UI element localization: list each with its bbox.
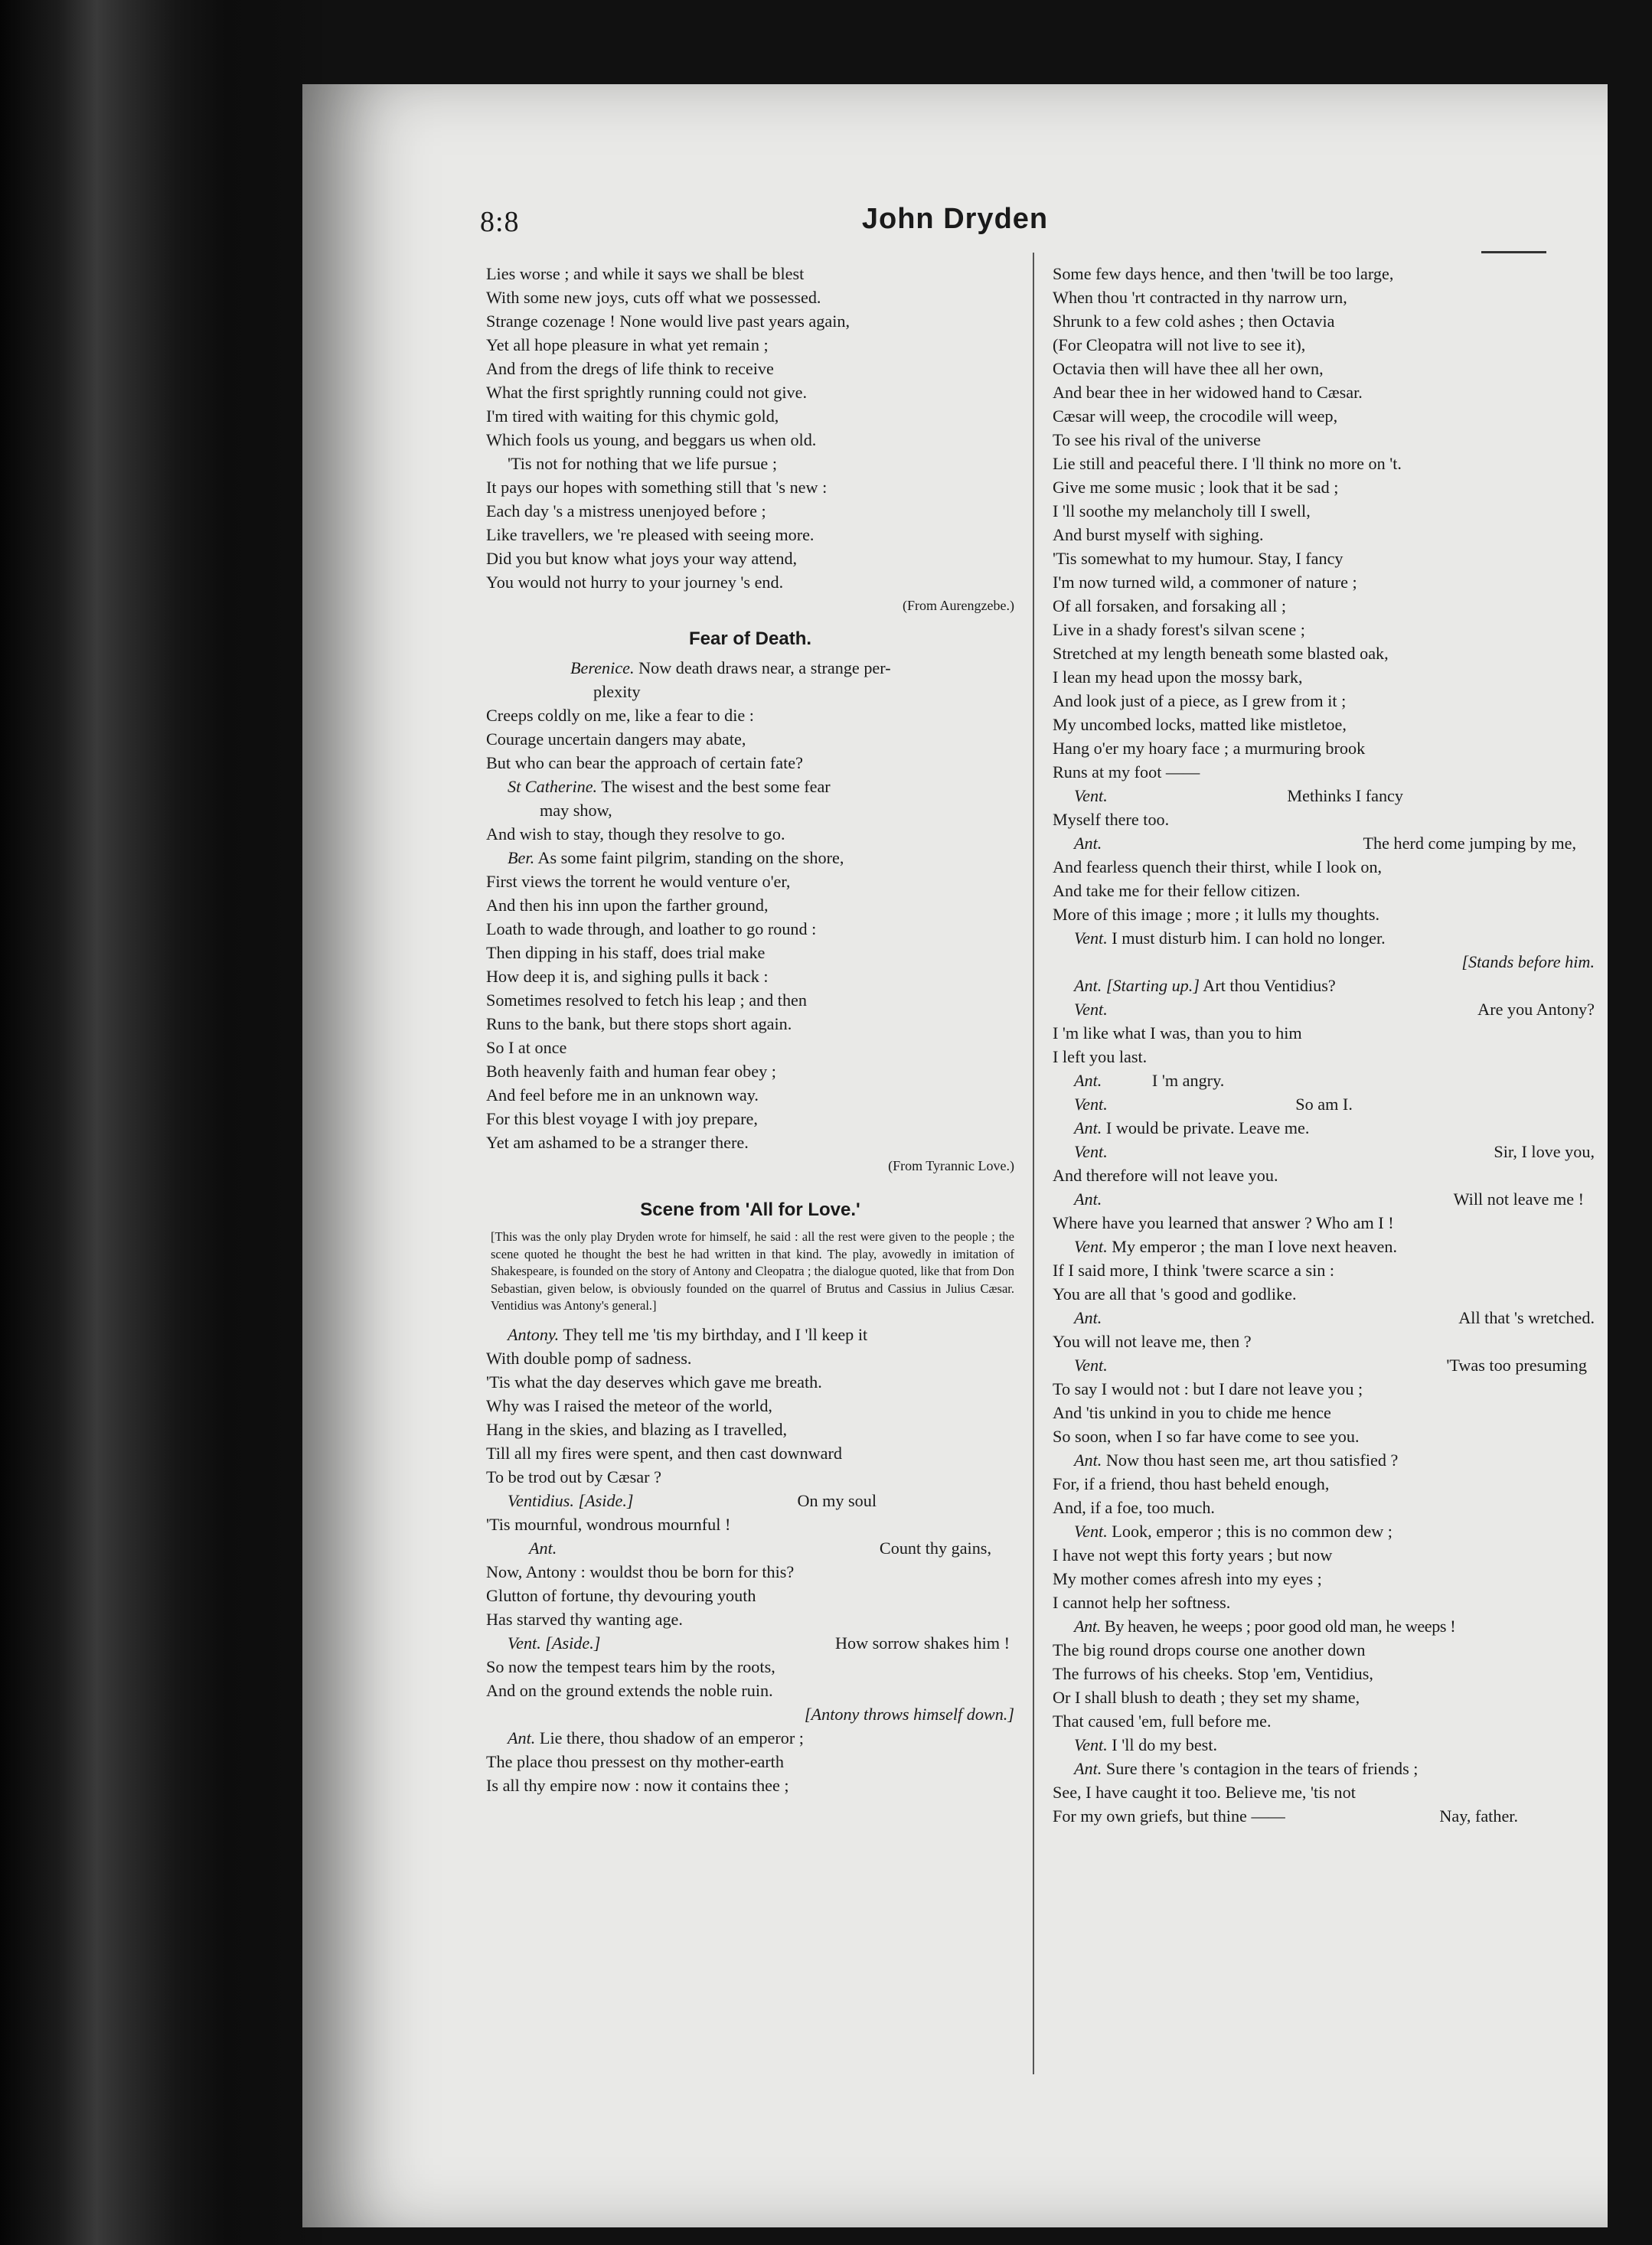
speaker-name: Ant. xyxy=(529,1538,557,1558)
verse-text: Will not leave me ! xyxy=(1453,1189,1584,1209)
verse-line: It pays our hopes with something still that 's new : xyxy=(486,478,828,497)
verse-line: 'Tis what the day deserves which gave me breath. xyxy=(486,1372,822,1392)
speaker-name: Ventidius. xyxy=(508,1490,574,1510)
verse-text: All that 's wretched. xyxy=(1458,1308,1595,1327)
verse-line: And burst myself with sighing. xyxy=(1053,525,1264,544)
verse-line: Runs to the bank, but there stops short again. xyxy=(486,1014,792,1033)
verse-line: What the first sprightly running could not give. xyxy=(486,383,808,402)
section-heading: Fear of Death. xyxy=(688,628,812,649)
verse-line: Some few days hence, and then 'twill be too large, xyxy=(1053,264,1394,283)
verse-line: Why was I raised the meteor of the world, xyxy=(486,1395,772,1415)
verse-line: And take me for their fellow citizen. xyxy=(1053,881,1301,900)
verse-line: I'm tired with waiting for this chymic gold, xyxy=(486,406,779,426)
verse-line: More of this image ; more ; it lulls my thoughts. xyxy=(1053,905,1380,924)
speaker-name: Vent. xyxy=(508,1633,541,1653)
verse-line: But who can bear the approach of certain fate? xyxy=(486,753,803,772)
speaker-name: St Catherine. xyxy=(508,777,598,796)
verse-line: You would not hurry to your journey 's end. xyxy=(486,573,784,592)
verse-line: I 'll soothe my melancholy till I swell, xyxy=(1053,501,1311,520)
verse-line: Runs at my foot —— xyxy=(1053,762,1200,782)
verse-line: 'Tis somewhat to my humour. Stay, I fancy xyxy=(1053,549,1343,568)
verse-line: The place thou pressest on thy mother-earth xyxy=(486,1751,784,1771)
source-citation: (From Aurengzebe.) xyxy=(903,598,1014,613)
verse-line: I have not wept this forty years ; but now xyxy=(1053,1545,1333,1565)
verse-text: On my soul xyxy=(797,1490,877,1510)
verse-line: And look just of a piece, as I grew from it ; xyxy=(1053,691,1347,710)
editorial-note: [This was the only play Dryden wrote for himself, he said : all the rest were given to the people ; the scene quoted he thought the best he had written in that kind. The play, avowedly in imitation of Shakespeare, is founded on the story of Antony and Cleopatra ; the dialogue quoted, like that from Don Sebastian, given below, is obviously founded on the quarrel of Brutus and Cassius in Julius Cæsar. Ventidius was Antony's general.] xyxy=(491,1229,1014,1313)
verse-line: Cæsar will weep, the crocodile will weep, xyxy=(1053,406,1338,426)
verse-line: To say I would not : but I dare not leave you ; xyxy=(1053,1379,1363,1398)
verse-line: That caused 'em, full before me. xyxy=(1053,1711,1272,1731)
speaker-name: Vent. xyxy=(1074,1735,1108,1754)
verse-line: Give me some music ; look that it be sad ; xyxy=(1053,478,1339,497)
verse-text: So am I. xyxy=(1295,1095,1353,1114)
verse-line: Courage uncertain dangers may abate, xyxy=(486,729,746,749)
verse-line: For this blest voyage I with joy prepare, xyxy=(486,1109,758,1128)
stage-direction: [Stands before him. xyxy=(1461,952,1595,971)
verse-line: Yet all hope pleasure in what yet remain ; xyxy=(486,335,769,354)
verse-line: I 'm like what I was, than you to him xyxy=(1053,1023,1302,1043)
verse-line: may show, xyxy=(540,801,612,820)
speaker-name: Antony. xyxy=(508,1324,560,1344)
verse-line: And, if a foe, too much. xyxy=(1053,1498,1215,1517)
verse-text: Sure there 's contagion in the tears of friends ; xyxy=(1105,1759,1419,1778)
verse-line: First views the torrent he would venture o'er, xyxy=(486,872,791,891)
speaker-name: Ant. xyxy=(1074,1617,1101,1636)
verse-line: So soon, when I so far have come to see you. xyxy=(1053,1427,1360,1446)
verse-line: And from the dregs of life think to receive xyxy=(486,359,774,378)
verse-text: Now death draws near, a strange per- xyxy=(638,658,891,677)
verse-text: Methinks I fancy xyxy=(1287,786,1403,805)
verse-line: Each day 's a mistress unenjoyed before ; xyxy=(486,501,766,520)
all-for-love-scene xyxy=(486,1323,1014,1797)
speaker-name: Vent. xyxy=(1074,928,1108,948)
verse-line: With double pomp of sadness. xyxy=(486,1348,692,1368)
verse-line: Did you but know what joys your way attend, xyxy=(486,549,798,568)
verse-text: I would be private. Leave me. xyxy=(1105,1118,1310,1137)
verse-line: Live in a shady forest's silvan scene ; xyxy=(1053,620,1305,639)
speaker-name: Ant. xyxy=(508,1728,536,1747)
verse-line: So I at once xyxy=(486,1038,567,1057)
verse-line: I left you last. xyxy=(1053,1047,1148,1066)
verse-text: How sorrow shakes him ! xyxy=(834,1633,1010,1653)
speaker-name: Berenice. xyxy=(570,658,635,677)
book-page xyxy=(302,84,1608,2227)
verse-line: To see his rival of the universe xyxy=(1053,430,1262,449)
left-column xyxy=(486,262,1014,1797)
verse-line: Has starved thy wanting age. xyxy=(486,1609,683,1629)
verse-line: Sometimes resolved to fetch his leap ; and then xyxy=(486,990,807,1010)
verse-text: As some faint pilgrim, standing on the shore, xyxy=(537,848,844,867)
verse-line: Like travellers, we 're pleased with seeing more. xyxy=(486,525,815,544)
verse-text: 'Twas too presuming xyxy=(1446,1356,1587,1375)
verse-line: Now, Antony : wouldst thou be born for this? xyxy=(486,1561,795,1581)
speaker-name: Ant. xyxy=(1074,1759,1102,1778)
verse-line: With some new joys, cuts off what we possessed. xyxy=(486,288,821,307)
verse-line: Creeps coldly on me, like a fear to die : xyxy=(486,706,754,725)
verse-line: Yet am ashamed to be a stranger there. xyxy=(486,1133,749,1152)
stage-direction: [Antony throws himself down.] xyxy=(804,1704,1014,1724)
verse-text: They tell me 'tis my birthday, and I 'll keep it xyxy=(563,1324,868,1344)
verse-line: Hang in the skies, and blazing as I travelled, xyxy=(486,1419,788,1439)
verse-text: Look, emperor ; this is no common dew ; xyxy=(1112,1522,1392,1541)
page-number: 8:8 xyxy=(480,206,520,238)
verse-line: Then dipping in his staff, does trial make xyxy=(486,943,766,962)
verse-text: The herd come jumping by me, xyxy=(1363,834,1576,853)
verse-line: How deep it is, and sighing pulls it back : xyxy=(486,967,769,986)
speaker-name: Vent. xyxy=(1074,1142,1108,1161)
speaker-name: Vent. xyxy=(1074,786,1108,805)
verse-line: Both heavenly faith and human fear obey ; xyxy=(486,1062,776,1081)
verse-line: Glutton of fortune, thy devouring youth xyxy=(486,1585,756,1605)
speaker-name: Vent. xyxy=(1074,1522,1108,1541)
verse-line: And fearless quench their thirst, while I look on, xyxy=(1053,857,1383,876)
verse-line: Till all my fires were spent, and then cast downward xyxy=(486,1443,843,1463)
verse-text: I must disturb him. I can hold no longer. xyxy=(1112,928,1386,948)
verse-line: I cannot help her softness. xyxy=(1053,1593,1231,1612)
verse-line: plexity xyxy=(593,682,641,701)
verse-line: You are all that 's good and godlike. xyxy=(1053,1284,1297,1304)
verse-line: And feel before me in an unknown way. xyxy=(486,1085,759,1105)
speaker-name: Ant. xyxy=(1074,1308,1102,1327)
stage-direction: [Starting up.] xyxy=(1105,976,1200,995)
speaker-name: Ber. xyxy=(508,848,535,867)
verse-line: Stretched at my length beneath some blasted oak, xyxy=(1053,644,1389,663)
verse-line: Which fools us young, and beggars us when old. xyxy=(486,430,817,449)
verse-line: Is all thy empire now : now it contains thee ; xyxy=(486,1775,789,1795)
speaker-name: Ant. xyxy=(1074,1071,1102,1090)
verse-line: My uncombed locks, matted like mistletoe, xyxy=(1053,715,1347,734)
verse-line: To be trod out by Cæsar ? xyxy=(486,1467,661,1486)
verse-line: 'Tis not for nothing that we life pursue ; xyxy=(508,454,777,473)
scan-edge xyxy=(0,0,322,2245)
verse-line: Hang o'er my hoary face ; a murmuring brook xyxy=(1053,739,1366,758)
verse-line: The furrows of his cheeks. Stop 'em, Ventidius, xyxy=(1053,1664,1373,1683)
verse-line: And then his inn upon the farther ground, xyxy=(486,896,769,915)
source-citation: (From Tyrannic Love.) xyxy=(888,1158,1014,1173)
verse-line: Loath to wade through, and loather to go round : xyxy=(486,919,817,938)
verse-text: Art thou Ventidius? xyxy=(1203,976,1336,995)
speaker-name: Vent. xyxy=(1074,1356,1108,1375)
verse-line: My mother comes afresh into my eyes ; xyxy=(1053,1569,1322,1588)
verse-text: Nay, father. xyxy=(1439,1806,1518,1826)
verse-line: See, I have caught it too. Believe me, 'tis not xyxy=(1053,1783,1356,1802)
verse-line: You will not leave me, then ? xyxy=(1053,1332,1252,1351)
verse-text: By heaven, he weeps ; poor good old man, he weeps ! xyxy=(1104,1617,1456,1636)
verse-line: So now the tempest tears him by the roots, xyxy=(486,1656,775,1676)
verse-line: Or I shall blush to death ; they set my shame, xyxy=(1053,1688,1360,1707)
verse-line: Shrunk to a few cold ashes ; then Octavia xyxy=(1053,312,1335,331)
verse-line: Of all forsaken, and forsaking all ; xyxy=(1053,596,1286,615)
verse-line: Lies worse ; and while it says we shall be blest xyxy=(486,264,805,283)
verse-line: Where have you learned that answer ? Who am I ! xyxy=(1053,1213,1394,1232)
speaker-name: Vent. xyxy=(1074,1095,1108,1114)
verse-text: Count thy gains, xyxy=(879,1538,991,1558)
verse-line: The big round drops course one another down xyxy=(1053,1640,1366,1659)
verse-line: If I said more, I think 'twere scarce a sin : xyxy=(1053,1261,1335,1280)
verse-line: When thou 'rt contracted in thy narrow urn, xyxy=(1053,288,1347,307)
speaker-name: Ant. xyxy=(1074,834,1102,853)
verse-line: And bear thee in her widowed hand to Cæsar. xyxy=(1053,383,1363,402)
speaker-name: Ant. xyxy=(1074,1118,1102,1137)
verse-line: 'Tis mournful, wondrous mournful ! xyxy=(486,1514,731,1534)
verse-text: I 'll do my best. xyxy=(1112,1735,1218,1754)
verse-text: For my own griefs, but thine —— xyxy=(1053,1806,1285,1826)
aurengzebe-excerpt xyxy=(486,262,1014,618)
column-divider xyxy=(1033,253,1034,2074)
speaker-name: Vent. xyxy=(1074,1237,1108,1256)
speaker-name: Ant. xyxy=(1074,1450,1102,1470)
speaker-name: Ant. xyxy=(1074,976,1102,995)
verse-text: Are you Antony? xyxy=(1477,1000,1595,1019)
verse-text: My emperor ; the man I love next heaven. xyxy=(1112,1237,1398,1256)
verse-text: Now thou hast seen me, art thou satisfied ? xyxy=(1105,1450,1399,1470)
header-rule xyxy=(1481,251,1546,253)
stage-direction: [Aside.] xyxy=(545,1633,601,1653)
verse-line: Strange cozenage ! None would live past years again, xyxy=(486,312,850,331)
running-head: John Dryden xyxy=(861,203,1049,235)
right-column xyxy=(1053,262,1595,1828)
verse-line: And on the ground extends the noble ruin. xyxy=(486,1680,773,1700)
verse-line: I lean my head upon the mossy bark, xyxy=(1053,667,1303,687)
verse-text: Sir, I love you, xyxy=(1494,1142,1595,1161)
verse-line: And 'tis unkind in you to chide me hence xyxy=(1053,1403,1331,1422)
verse-text: I 'm angry. xyxy=(1151,1071,1225,1090)
verse-line: Myself there too. xyxy=(1053,810,1170,829)
verse-line: Lie still and peaceful there. I 'll think no more on 't. xyxy=(1053,454,1402,473)
fear-of-death-poem xyxy=(486,656,1014,1178)
verse-text: Lie there, thou shadow of an emperor ; xyxy=(539,1728,804,1747)
verse-line: I'm now turned wild, a commoner of nature ; xyxy=(1053,573,1357,592)
verse-line: (For Cleopatra will not live to see it), xyxy=(1053,335,1306,354)
stage-direction: [Aside.] xyxy=(578,1490,634,1510)
section-heading: Scene from 'All for Love.' xyxy=(640,1199,860,1220)
speaker-name: Ant. xyxy=(1074,1189,1102,1209)
verse-line: And therefore will not leave you. xyxy=(1053,1166,1278,1185)
speaker-name: Vent. xyxy=(1074,1000,1108,1019)
verse-line: Octavia then will have thee all her own, xyxy=(1053,359,1324,378)
verse-text: The wisest and the best some fear xyxy=(601,777,831,796)
verse-line: And wish to stay, though they resolve to go. xyxy=(486,824,785,844)
verse-line: For, if a friend, thou hast beheld enough, xyxy=(1053,1474,1330,1493)
